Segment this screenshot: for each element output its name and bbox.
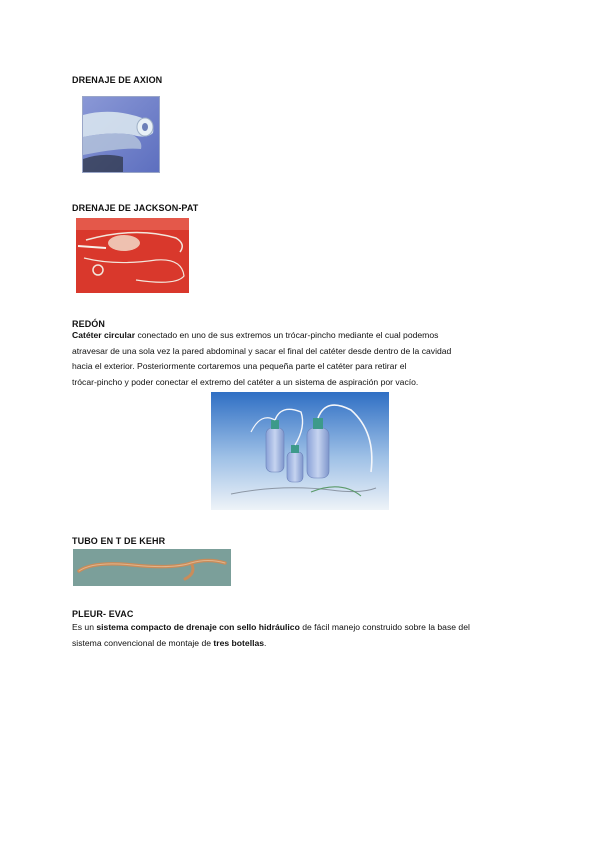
pleur-line-1 [72,620,532,636]
pleur-line-2-a: sistema convencional de montaje de [72,637,214,648]
redon-bold-term: Catéter circular [72,330,136,340]
jackson-pat-drain-image [76,218,189,293]
jackson-pat-heading: DRENAJE DE JACKSON-PAT [72,203,199,213]
redon-line-2: atravesar de una sola vez la pared abdominal y sacar el final del catéter desde dentro de la cavidad [72,345,452,356]
axion-drain-image [82,96,160,173]
redon-line-4: trócar-pincho y poder conectar el extremo del catéter a un sistema de aspiración por vacío. [72,376,419,387]
kehr-heading: TUBO EN T DE KEHR [72,536,166,546]
pleur-line-1-c: de fácil manejo construido sobre la base del [299,622,470,632]
pleur-bold-system: sistema compacto de drenaje con sello hidráulico [96,622,300,632]
pleur-line-2 [72,636,532,652]
redon-drainage-bottles-image [211,392,389,510]
kehr-t-tube-image [73,549,231,586]
redon-heading: REDÓN [72,319,106,329]
redon-description [72,328,532,390]
pleur-line-2-c: . [264,637,267,648]
axion-heading: DRENAJE DE AXION [72,75,163,85]
pleur-line-1-a: Es un [72,622,97,632]
redon-line-1-rest: conectado en uno de sus extremos un trócar-pincho mediante el cual podemos [135,330,439,340]
pleur-evac-description [72,620,532,651]
redon-line-3: hacia el exterior. Posteriormente cortaremos una pequeña parte el catéter para retirar el [72,361,407,371]
pleur-evac-heading: PLEUR- EVAC [72,609,134,619]
pleur-bold-bottles: tres botellas [213,637,265,648]
redon-line-1 [72,328,532,344]
